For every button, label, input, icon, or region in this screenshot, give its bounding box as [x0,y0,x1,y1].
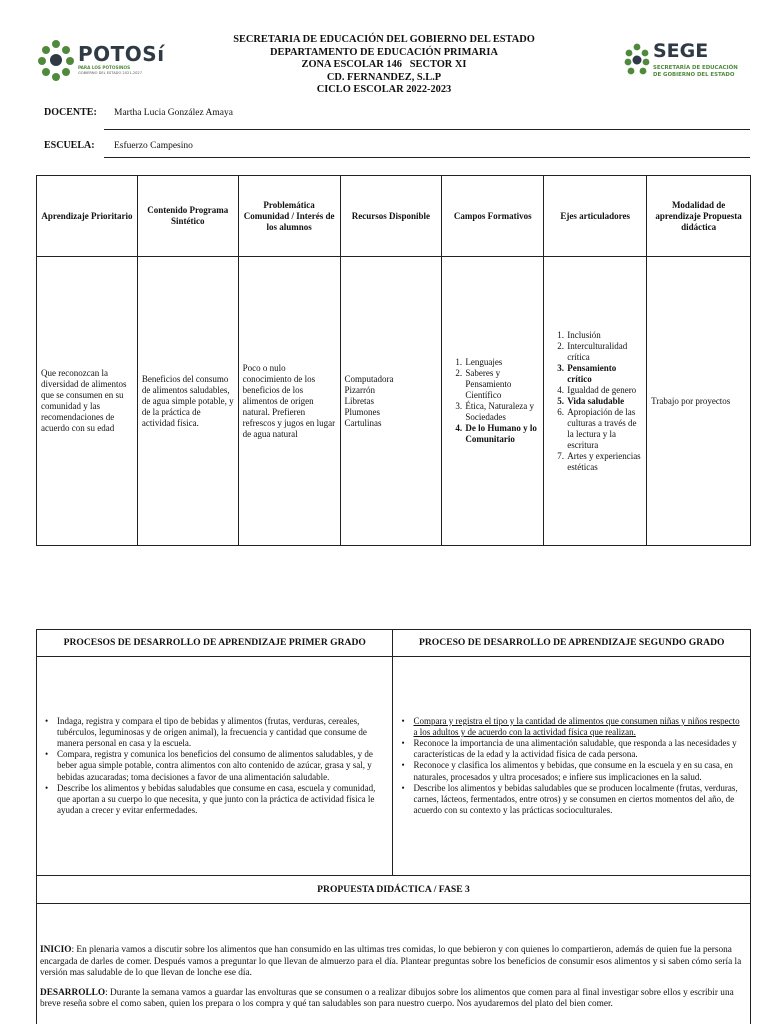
potosi-emblem-icon [36,38,76,82]
proceso-item: • Compara, registra y comunica los beneficios del consumo de alimentos saludables, y de beber agua simple potable, contra alimentos con alto contenido de azúcar, grasa y sal, y bebidas azucaradas; toma decisiones a favor de una alimentación saludable. [57,749,386,783]
primer-grado-cell [37,657,393,876]
potosi-logo-sub2: GOBIERNO DEL ESTADO 2021-2027 [78,71,143,75]
desarrollo-label: DESARROLLO [40,987,106,998]
cell-campos [442,257,544,546]
docente-label: DOCENTE: [44,107,97,118]
header-ejes: Ejes articuladores [544,176,647,257]
sege-emblem-icon [624,42,650,78]
inicio-text: : En plenaria vamos a discutir sobre los alimentos que han consumido en las ultimas tres comidas, lo que bebieron y con quienes lo compartieron, además de quien fue la persona encargada de darles de comer. Después vamos a preguntar lo que llevan de almuerzo para el día. Plantear preguntas sobre los beneficios de consumir esos alimentos y si saben cómo sería la versión mas saludable de lo que llevan de lonche ese día. [40,945,742,979]
inicio-label: INICIO [40,945,72,955]
planning-table-row [37,257,751,546]
header-recursos: Recursos Disponible [340,176,442,257]
docente-value: Martha Lucia González Amaya [114,108,233,118]
recurso-item: Plumones [344,406,381,417]
cell-ejes [544,257,647,546]
cell-aprendizaje: Que reconozcan la diversidad de alimentos que se consumen en su comunidad y las recomendaciones de acuerdo con su edad [37,257,138,546]
cell-problematica: Poco o nulo conocimiento de los beneficios de los alimentos de origen natural. Prefieren refrescos y jugos en lugar de agua natural [238,257,340,546]
eje-item: 4. Igualdad de genero [566,385,642,396]
procesos-table [36,629,751,904]
propuesta-header-row [37,876,751,904]
propuesta-right-border [750,902,751,1024]
segundo-grado-cell [393,657,751,876]
sege-logo [622,38,742,82]
proceso-item: • Reconoce y clasifica los alimentos y bebidas, que consume en la escuela y en su casa, en naturales, procesados y ultra procesados; e infiere sus implicaciones en la salud. [413,760,744,782]
desarrollo-text: : Durante la semana vamos a guardar las envolturas que se consumen o a realizar dibujos sobre los alimentos que comen para al final investigar sobre ellos y escribir una breve reseña sobre el como saben, quien los prepara o los compra y qué tan saludables son para nuestro cuerpo. Nos ayudaremos del plato del bien comer. [40,987,734,1010]
recurso-item: Computadora [344,373,394,384]
propuesta-body [36,945,748,1019]
eje-item: 7. Artes y experiencias estéticas [566,451,642,473]
header-problematica: Problemática Comunidad / Interés de los alumnos [238,176,340,257]
eje-item: 3. Pensamiento crítico [566,363,642,385]
proceso-item: • Compara y registra el tipo y la cantidad de alimentos que consumen niñas y niños respecto a los adultos y de acuerdo con la actividad física que realizan. [413,716,744,738]
primer-grado-title: PROCESOS DE DESARROLLO DE APRENDIZAJE PRIMER GRADO [37,630,393,657]
planning-table-header-row [37,176,751,257]
procesos-body-row [37,657,751,876]
header-line-4: CD. FERNANDEZ, S.L.P [326,71,442,83]
docente-underline [104,129,750,130]
campo-item: 3. Ética, Naturaleza y Sociedades [464,401,539,423]
cell-modalidad: Trabajo por proyectos [647,257,751,546]
desarrollo-paragraph [40,988,748,1011]
campo-item: 2. Saberes y Pensamiento Científico [464,368,539,401]
sege-logo-sub2: DE GOBIERNO DEL ESTADO [653,72,735,78]
recurso-item: Pizarrón [344,384,375,395]
header-contenido: Contenido Programa Sintético [137,176,238,257]
procesos-header-row [37,630,751,657]
header-line-2: DEPARTAMENTO DE EDUCACIÓN PRIMARIA [270,46,498,58]
escuela-underline [104,157,750,158]
proceso-item: • Describe los alimentos y bebidas saludables que consume en casa, escuela y comunidad, que aportan a su cuerpo lo que necesita, y que junto con la práctica de actividad física le ayudan a crecer y evitar enfermedades. [57,783,386,817]
cell-recursos [340,257,442,546]
document-header [180,34,588,97]
eje-item: 2. Interculturalidad crítica [566,341,642,363]
escuela-label: ESCUELA: [44,140,95,151]
recurso-item: Cartulinas [344,417,382,428]
eje-item: 5. Vida saludable [566,396,642,407]
header-line-3: ZONA ESCOLAR 146 SECTOR XI [301,59,467,71]
header-aprendizaje: Aprendizaje Prioritario [37,176,138,257]
proceso-item: • Indaga, registra y compara el tipo de bebidas y alimentos (frutas, verduras, cereales, tubérculos, leguminosas y de origen animal), la frecuencia y cantidad que consume de manera personal en casa y la escuela. [57,716,386,750]
propuesta-title: PROPUESTA DIDÁCTICA / FASE 3 [37,876,751,904]
header-line-1: SECRETARIA DE EDUCACIÓN DEL GOBIERNO DEL ESTADO [233,34,535,45]
proceso-item: • Reconoce la importancia de una alimentación saludable, que responda a las necesidades y características de la edad y la actividad física de cada persona. [413,738,744,760]
recurso-item: Libretas [344,395,374,406]
sege-logo-text: SEGE [653,40,709,62]
potosi-logo-sub1: PARA LOS POTOSINOS [78,65,131,70]
proceso-item: • Describe los alimentos y bebidas saludables que se producen localmente (frutas, verduras, carnes, lácteos, fermentados, entre otros) y se consumen en ciertos momentos del año, de acuerdo con su contexto y las prácticas socioculturales. [413,783,744,817]
eje-item: 1. Inclusión [566,330,642,341]
segundo-grado-title: PROCESO DE DESARROLLO DE APRENDIZAJE SEGUNDO GRADO [393,630,751,657]
planning-table [36,175,751,546]
cell-contenido: Beneficios del consumo de alimentos saludables, de agua simple potable, y de la práctica de actividad física. [137,257,238,546]
campo-item: 1. Lenguajes [464,357,539,368]
inicio-paragraph [40,945,748,980]
potosi-logo [36,38,165,82]
header-line-5: CICLO ESCOLAR 2022-2023 [316,84,452,96]
campo-item: 4. De lo Humano y lo Comunitario [464,423,539,445]
eje-item: 6. Apropiación de las culturas a través de la lectura y la escritura [566,407,642,451]
escuela-value: Esfuerzo Campesino [114,141,193,151]
sege-logo-sub1: SECRETARÍA DE EDUCACIÓN [653,65,738,71]
header-modalidad: Modalidad de aprendizaje Propuesta didáctica [647,176,751,257]
header-campos: Campos Formativos [442,176,544,257]
potosi-logo-text: POTOSí [78,42,165,66]
